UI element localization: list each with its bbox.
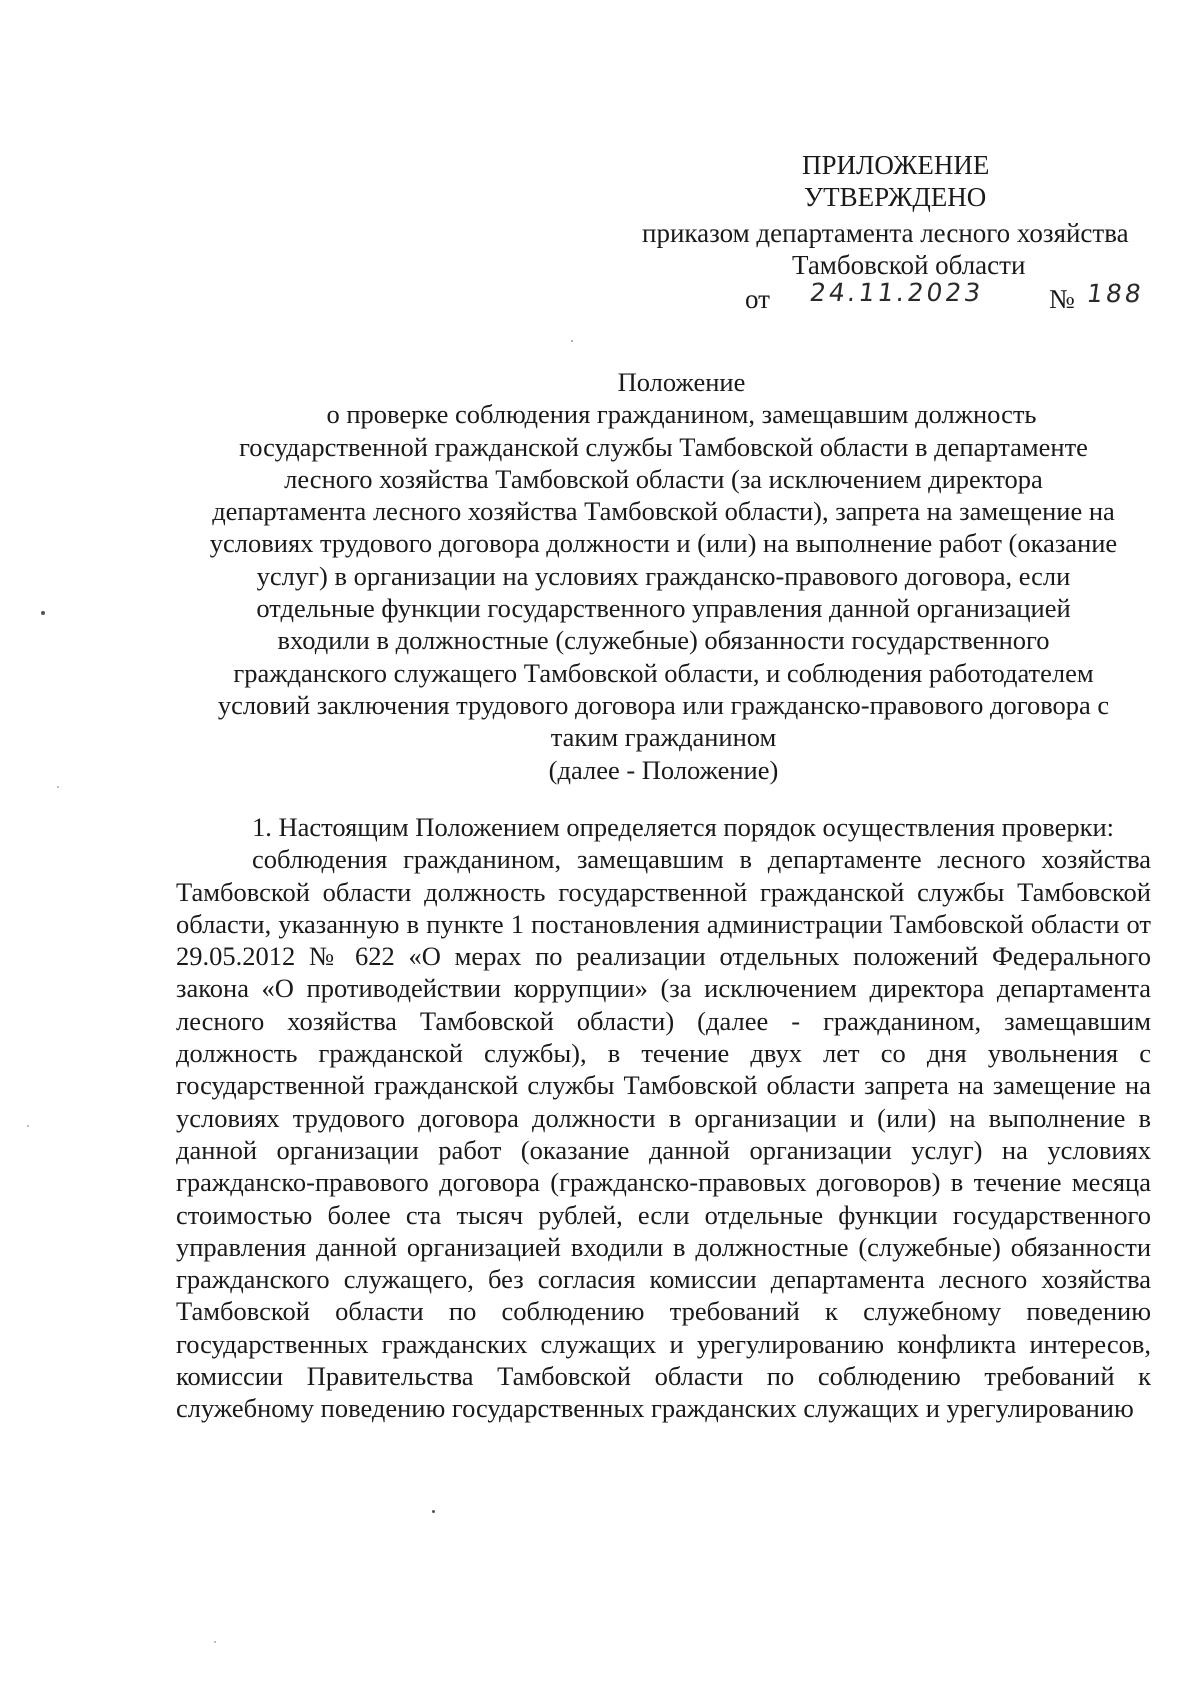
order-line-1: приказом департамента лесного хозяйства [642, 218, 1129, 248]
title-line: государственной гражданской службы Тамбовской области в департаменте [239, 431, 1088, 462]
order-line-2: Тамбовской области [792, 250, 1026, 280]
title-line: лесного хозяйства Тамбовской области (за исключением директора [284, 463, 1043, 494]
title-line: условий заключения трудового договора или гражданско-правового договора с [217, 689, 1110, 720]
scan-speck [57, 786, 59, 788]
number-prefix: № [1049, 284, 1075, 314]
title-line: (далее - Положение) [548, 754, 779, 785]
title-line: условиях трудового договора должности и (или) на выполнение работ (оказание [209, 528, 1118, 559]
scan-speck [27, 1125, 29, 1127]
title-line: таким гражданином [550, 722, 777, 753]
appendix-label: ПРИЛОЖЕНИЕ [802, 150, 990, 180]
handwritten-number: 188 [1084, 279, 1146, 308]
scan-speck [571, 340, 573, 342]
title-line: отдельные функции государственного управления данной организацией [256, 593, 1071, 624]
approval-block [0, 0, 1200, 320]
date-prefix: от [745, 284, 770, 314]
title-line: услуг) в организации на условиях гражданско-правового договора, если [256, 560, 1071, 591]
scan-speck [41, 611, 45, 615]
paragraph-1: 1. Настоящим Положением определяется порядок осуществления проверки: [252, 812, 1115, 842]
scan-speck [432, 1510, 435, 1513]
document-title: Положение [617, 367, 746, 397]
title-line: входили в должностные (служебные) обязанности государственного [277, 625, 1050, 656]
title-line: о проверке соблюдения гражданином, замещавшим должность [326, 399, 1037, 430]
approved-label: УТВЕРЖДЕНО [804, 182, 987, 212]
handwritten-date: 24.11.2023 [807, 278, 986, 307]
title-line: департамента лесного хозяйства Тамбовской области), запрета на замещение на [212, 496, 1115, 527]
title-line: гражданского служащего Тамбовской области, и соблюдения работодателем [233, 657, 1094, 688]
scan-speck [214, 1641, 216, 1643]
document-body [176, 811, 1151, 1425]
paragraph-2: соблюдения гражданином, замещавшим в департаменте лесного хозяйства Тамбовской области должность государственной гражданской службы Тамбовской области, указанную в пункте 1 постановления администрации Тамбовской области от 29.05.2012 № 622 «О мерах по реализации отдельных положений Федерального закона «О противодействии коррупции» (за исключением директора департамента лесного хозяйства Тамбовской области) (далее - гражданином, замещавшим должность гражданской службы), в течение двух лет со дня увольнения с государственной гражданской службы Тамбовской области запрета на замещение на условиях трудового договора должности в организации и (или) на выполнение в данной организации работ (оказание данной организации услуг) на условиях гражданско-правового договора (гражданско-правовых договоров) в течение месяца стоимостью более ста тысяч рублей, если отдельные функции государственного управления данной организацией входили в должностные (служебные) обязанности гражданского служащего, без согласия комиссии департамента лесного хозяйства Тамбовской области по соблюдению требований к служебному поведению государственных гражданских служащих и урегулированию конфликта интересов, комиссии Правительства Тамбовской области по соблюдению требований к служебному поведению государственных гражданских служащих и урегулированию [176, 844, 1151, 1424]
document-title-block [176, 366, 1151, 786]
